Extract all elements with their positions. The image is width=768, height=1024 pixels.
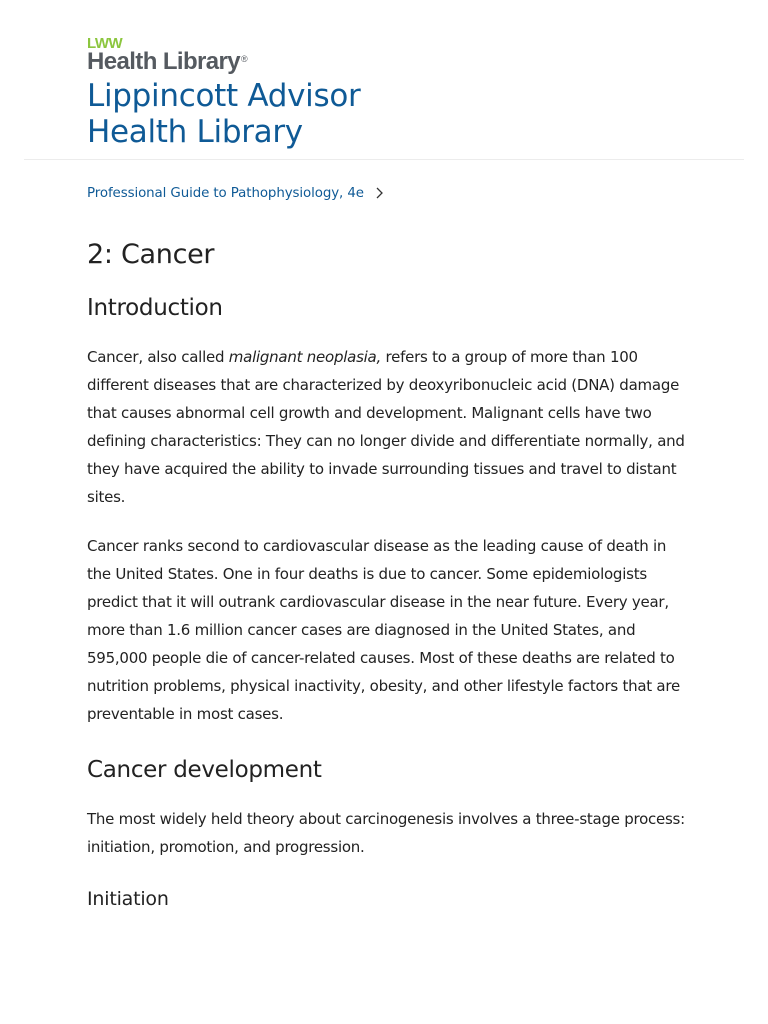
- section-heading-cancer-development: Cancer development: [87, 757, 322, 783]
- logo-registered-mark: ®: [240, 54, 248, 64]
- section-heading-introduction: Introduction: [87, 295, 223, 321]
- header-divider: [24, 159, 744, 160]
- site-title[interactable]: [87, 78, 360, 150]
- intro-paragraph-2: Cancer ranks second to cardiovascular disease as the leading cause of death in the United States. One in four deaths is due to cancer. Some epidemiologists predict that it will outrank cardiovascular disease in the near future. Every year, more than 1.6 million cancer cases are diagnosed in the United States, and 595,000 people die of cancer-related causes. Most of these deaths are related to nutrition problems, physical inactivity, obesity, and other lifestyle factors that are preventable in most cases.: [87, 537, 680, 723]
- chevron-right-icon: [374, 186, 384, 200]
- intro-p1-start: Cancer, also called: [87, 348, 229, 366]
- development-paragraph-1: The most widely held theory about carcinogenesis involves a three-stage process: initiation, promotion, and progression.: [87, 810, 685, 856]
- breadcrumb-book-link[interactable]: Professional Guide to Pathophysiology, 4e: [87, 185, 364, 201]
- subsection-heading-initiation: Initiation: [87, 888, 169, 910]
- breadcrumb: [87, 183, 384, 203]
- intro-p1-rest: refers to a group of more than 100 different diseases that are characterized by deoxyribonucleic acid (DNA) damage that causes abnormal cell growth and development. Malignant cells have two defining characteristics: They can no longer divide and differentiate normally, and they have acquired the ability to invade surrounding tissues and travel to distant sites.: [87, 348, 685, 506]
- intro-paragraph-1: [87, 343, 687, 511]
- logo-product-name: [87, 49, 247, 75]
- logo-brand: LWW: [87, 35, 123, 52]
- article-content: [87, 236, 687, 913]
- chapter-title: 2: Cancer: [87, 239, 215, 270]
- lww-health-library-logo[interactable]: [87, 35, 287, 77]
- site-title-line2: Health Library: [87, 114, 303, 150]
- site-title-line1: Lippincott Advisor: [87, 78, 361, 114]
- logo-product-text: Health Library: [87, 48, 240, 75]
- intro-p1-term: malignant neoplasia,: [228, 348, 382, 366]
